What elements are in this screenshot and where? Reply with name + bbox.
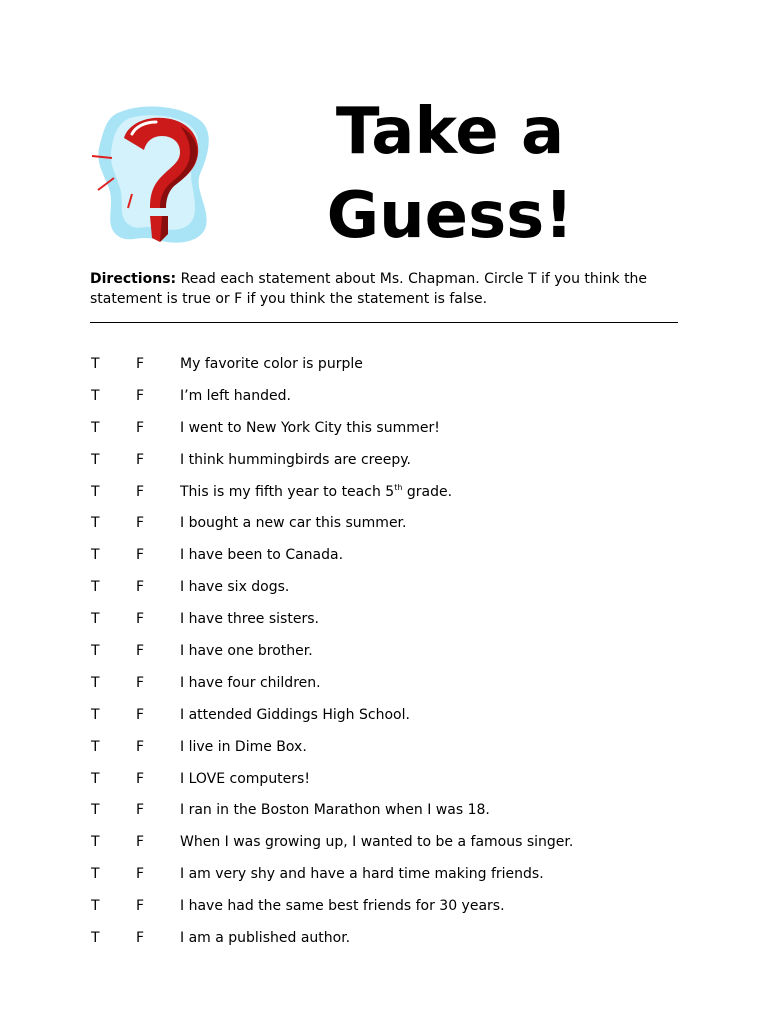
true-option[interactable]: T	[91, 834, 100, 851]
false-option[interactable]: F	[136, 802, 145, 819]
true-option[interactable]: T	[91, 643, 100, 660]
statement-row	[90, 639, 690, 671]
true-option[interactable]: T	[91, 898, 100, 915]
true-option[interactable]: T	[91, 706, 100, 723]
statement-list	[90, 352, 690, 958]
statement-text	[180, 416, 440, 440]
statement-text	[180, 448, 411, 472]
false-option[interactable]: F	[136, 738, 145, 755]
true-option[interactable]: T	[91, 802, 100, 819]
statement-main: I bought a new car this summer.	[180, 515, 407, 532]
true-option[interactable]: T	[91, 866, 100, 883]
statement-text	[180, 639, 313, 663]
statement-main: I have six dogs.	[180, 579, 290, 596]
statement-row	[90, 575, 690, 607]
true-option[interactable]: T	[91, 611, 100, 628]
false-option[interactable]: F	[136, 579, 145, 596]
statement-row	[90, 416, 690, 448]
statement-row	[90, 543, 690, 575]
statement-row	[90, 767, 690, 799]
false-option[interactable]: F	[136, 770, 145, 787]
statement-main: I attended Giddings High School.	[180, 706, 410, 723]
false-option[interactable]: F	[136, 547, 145, 564]
true-option[interactable]: T	[91, 483, 100, 500]
false-option[interactable]: F	[136, 356, 145, 372]
statement-main: I have one brother.	[180, 643, 313, 660]
statement-row	[90, 703, 690, 735]
statement-text	[180, 830, 573, 854]
title-line-2: Guess!	[326, 179, 574, 253]
statement-main: I am very shy and have a hard time making friends.	[180, 866, 544, 883]
statement-text	[180, 735, 307, 759]
statement-main: I think hummingbirds are creepy.	[180, 451, 411, 468]
true-option[interactable]: T	[91, 356, 100, 372]
false-option[interactable]: F	[136, 643, 145, 660]
statement-main: I live in Dime Box.	[180, 738, 307, 755]
statement-text	[180, 703, 410, 727]
statement-row	[90, 671, 690, 703]
statement-row	[90, 480, 690, 512]
page-title	[300, 90, 600, 258]
statement-main: I LOVE computers!	[180, 770, 310, 787]
statement-main: I went to New York City this summer!	[180, 419, 440, 436]
divider	[90, 322, 678, 323]
statement-text	[180, 767, 310, 791]
statement-main: My favorite color is purple	[180, 356, 363, 372]
false-option[interactable]: F	[136, 930, 145, 947]
false-option[interactable]: F	[136, 419, 145, 436]
false-option[interactable]: F	[136, 866, 145, 883]
statement-text	[180, 543, 343, 567]
statement-tail: grade.	[402, 483, 453, 500]
statement-main: This is my fifth year to teach 5	[180, 483, 395, 500]
statement-superscript: th	[394, 482, 403, 492]
directions-label: Directions:	[90, 271, 177, 287]
false-option[interactable]: F	[136, 834, 145, 851]
statement-row	[90, 862, 690, 894]
true-option[interactable]: T	[91, 770, 100, 787]
statement-row	[90, 926, 690, 958]
false-option[interactable]: F	[136, 706, 145, 723]
true-option[interactable]: T	[91, 451, 100, 468]
statement-text	[180, 894, 505, 918]
statement-main: I have had the same best friends for 30 years.	[180, 898, 505, 915]
false-option[interactable]: F	[136, 611, 145, 628]
statement-text	[180, 798, 490, 822]
statement-text	[180, 384, 291, 408]
statement-main: I am a published author.	[180, 930, 351, 947]
statement-text	[180, 575, 289, 599]
statement-text	[180, 480, 452, 504]
statement-row	[90, 352, 690, 384]
true-option[interactable]: T	[91, 930, 100, 947]
statement-text	[180, 926, 350, 950]
statement-row	[90, 448, 690, 480]
false-option[interactable]: F	[136, 387, 145, 404]
statement-row	[90, 830, 690, 862]
statement-text	[180, 511, 406, 535]
true-option[interactable]: T	[91, 674, 100, 691]
statement-row	[90, 607, 690, 639]
question-mark-icon	[90, 104, 216, 246]
true-option[interactable]: T	[91, 738, 100, 755]
statement-text	[180, 352, 363, 376]
statement-row	[90, 384, 690, 416]
true-option[interactable]: T	[91, 515, 100, 532]
statement-text	[180, 862, 544, 886]
true-option[interactable]: T	[91, 387, 100, 404]
false-option[interactable]: F	[136, 451, 145, 468]
statement-main: I have four children.	[180, 674, 321, 691]
true-option[interactable]: T	[91, 547, 100, 564]
directions-text: Read each statement about Ms. Chapman. Circle T if you think the statement is true or F if you think the statement is false.	[90, 271, 648, 307]
directions	[90, 269, 680, 309]
false-option[interactable]: F	[136, 483, 145, 500]
statement-main: When I was growing up, I wanted to be a famous singer.	[180, 834, 574, 851]
true-option[interactable]: T	[91, 419, 100, 436]
statement-main: I’m left handed.	[180, 387, 291, 404]
statement-main: I have been to Canada.	[180, 547, 344, 564]
statement-row	[90, 894, 690, 926]
statement-row	[90, 511, 690, 543]
true-option[interactable]: T	[91, 579, 100, 596]
statement-main: I have three sisters.	[180, 611, 319, 628]
statement-text	[180, 607, 319, 631]
statement-main: I ran in the Boston Marathon when I was 18.	[180, 802, 490, 819]
statement-text	[180, 671, 321, 695]
statement-row	[90, 735, 690, 767]
title-line-1: Take a	[335, 95, 565, 169]
false-option[interactable]: F	[136, 515, 145, 532]
false-option[interactable]: F	[136, 674, 145, 691]
statement-row	[90, 798, 690, 830]
false-option[interactable]: F	[136, 898, 145, 915]
